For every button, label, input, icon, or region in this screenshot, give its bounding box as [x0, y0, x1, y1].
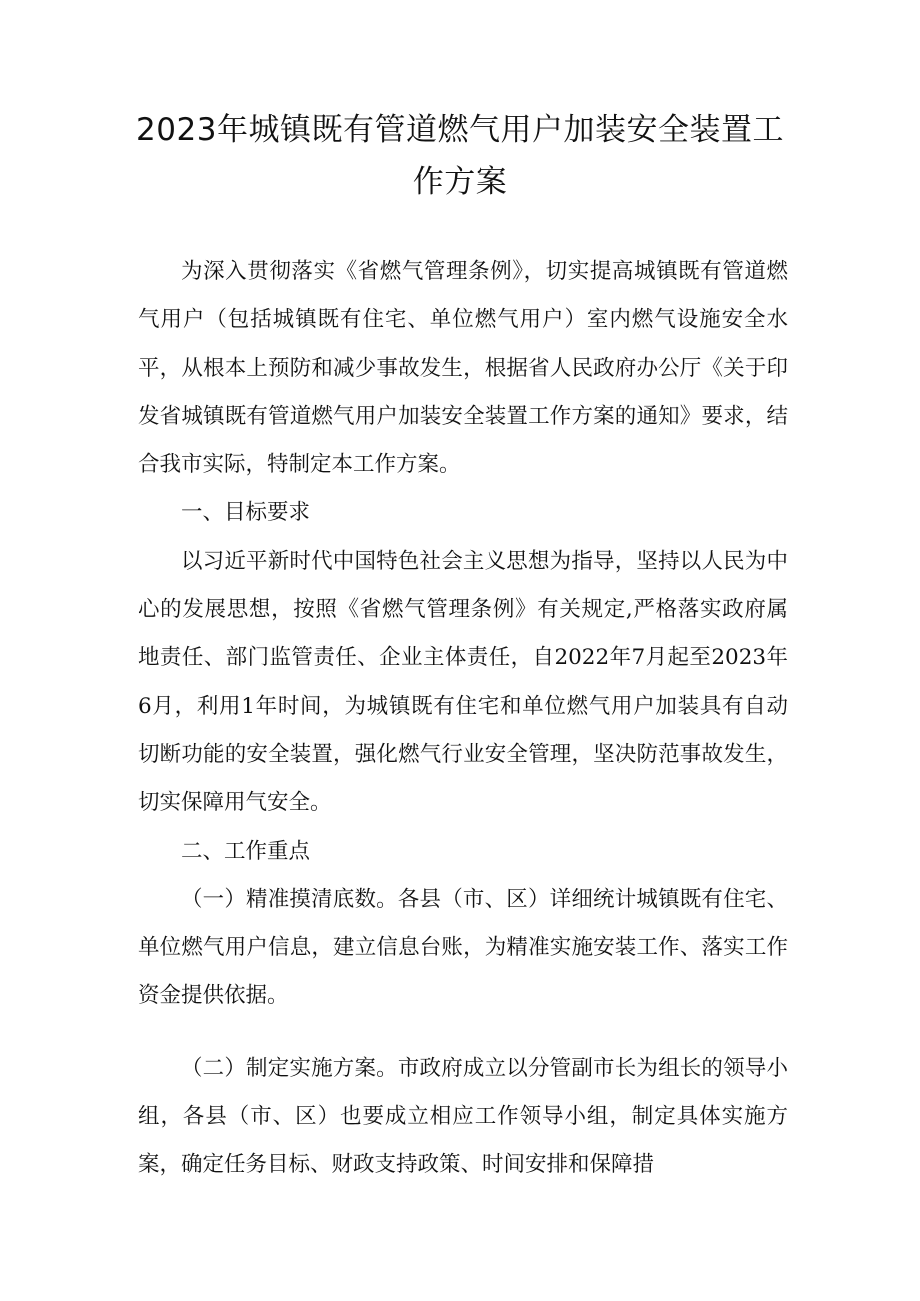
focus-item-2: （二）制定实施方案。市政府成立以分管副市长为组长的领导小组，各县（市、区）也要成立相应工作领导小组，制定具体实施方案，确定任务目标、财政支持政策、时间安排和保障措: [138, 1055, 788, 1178]
intro-paragraph: 为深入贯彻落实《省燃气管理条例》，切实提高城镇既有管道燃气用户（包括城镇既有住宅、单位燃气用户）室内燃气设施安全水平，从根本上预防和减少事故发生，根据省人民政府办公厅《关于印发省城镇既有管道燃气用户加装安全装置工作方案的通知》要求，结合我市实际，特制定本工作方案。: [138, 259, 788, 478]
document-title: 2023年城镇既有管道燃气用户加装安全装置工作方案: [136, 112, 784, 200]
section-heading-focus: 二、工作重点: [181, 838, 311, 864]
section-heading-goals: 一、目标要求: [181, 500, 311, 526]
goals-paragraph: 以习近平新时代中国特色社会主义思想为指导，坚持以人民为中心的发展思想，按照《省燃气管理条例》有关规定,严格落实政府属地责任、部门监管责任、企业主体责任，自2022年7月起至2023年6月，利用1年时间，为城镇既有住宅和单位燃气用户加装具有自动切断功能的安全装置，强化燃气行业安全管理，坚决防范事故发生，切实保障用气安全。: [138, 548, 788, 816]
focus-item-1: （一）精准摸清底数。各县（市、区）详细统计城镇既有住宅、单位燃气用户信息，建立信息台账，为精准实施安装工作、落实工作资金提供依据。: [138, 886, 788, 1009]
document-body: [138, 248, 788, 1190]
